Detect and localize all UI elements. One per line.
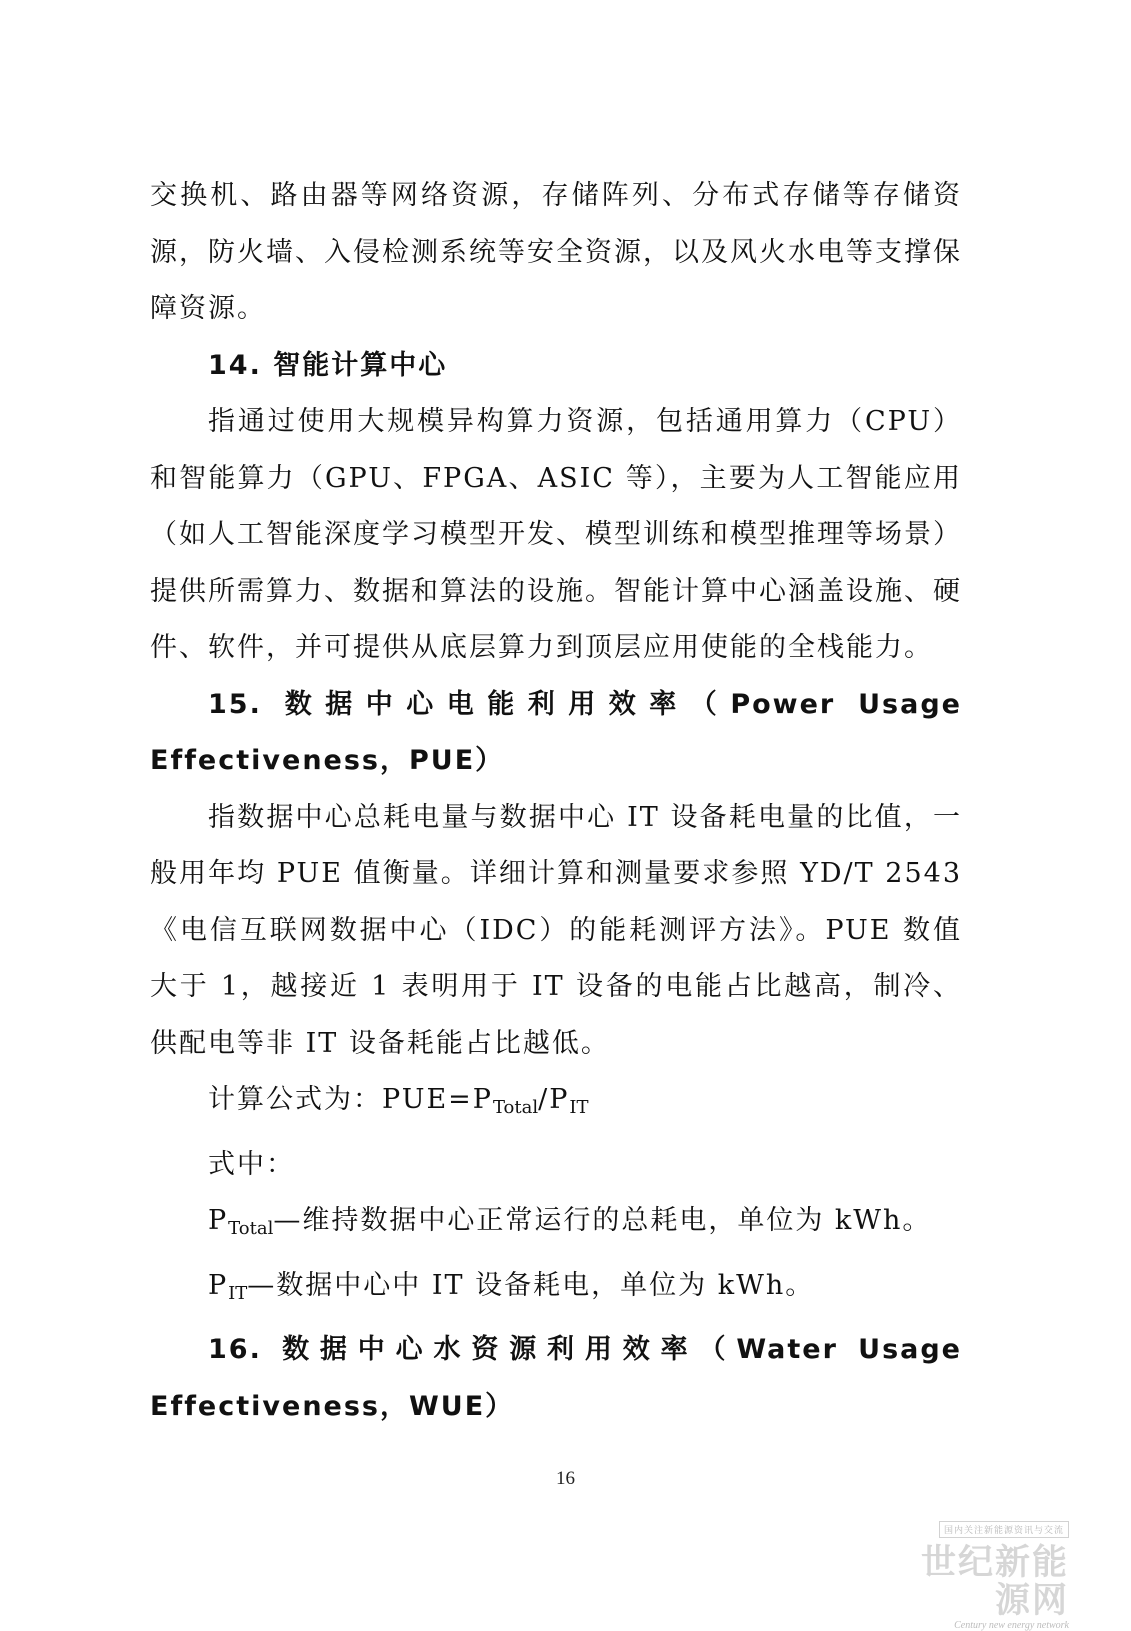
paragraph-14: 指通过使用大规模异构算力资源，包括通用算力（CPU）和智能算力（GPU、FPGA、ASIC 等），主要为人工智能应用（如人工智能深度学习模型开发、模型训练和模型推理等场景）提供所需算力、数据和算法的设施。智能计算中心涵盖设施、硬件、软件，并可提供从底层算力到顶层应用使能的全栈能力。 (150, 406, 962, 663)
page-content (150, 168, 962, 1435)
heading-16: 16. 数据中心水资源利用效率（Water Usage Effectiveness，WUE） (150, 1334, 962, 1422)
def-total-sub: Total (228, 1218, 274, 1239)
definition-total (150, 1193, 962, 1258)
where-label: 式中： (208, 1148, 295, 1180)
def-it-symbol: P (208, 1269, 229, 1301)
watermark-tagline: 国内关注新能源资讯与交流 (939, 1521, 1069, 1538)
watermark-subtitle: Century new energy network (954, 1620, 1069, 1631)
formula-mid: /P (538, 1084, 570, 1115)
def-total-symbol: P (208, 1205, 229, 1236)
formula-sub-total: Total (492, 1097, 539, 1118)
heading-15: 15. 数据中心电能利用效率（Power Usage Effectiveness，PUE） (150, 688, 962, 776)
formula-lead: 计算公式为：PUE=P (208, 1084, 493, 1115)
def-total-text: —维持数据中心正常运行的总耗电，单位为 kWh。 (273, 1205, 932, 1236)
paragraph-continued: 交换机、路由器等网络资源，存储阵列、分布式存储等存储资源，防火墙、入侵检测系统等安全资源，以及风火水电等支撑保障资源。 (150, 180, 962, 324)
heading-14: 14. 智能计算中心 (208, 349, 448, 381)
definition-it (150, 1258, 962, 1323)
paragraph-15: 指数据中心总耗电量与数据中心 IT 设备耗电量的比值，一般用年均 PUE 值衡量。详细计算和测量要求参照 YD/T 2543《电信互联网数据中心（IDC）的能耗测评方法》。PUE 数值大于 1，越接近 1 表明用于 IT 设备的电能占比越高，制冷、供配电等非 IT 设备耗能占比越低。 (150, 801, 962, 1059)
def-it-text: —数据中心中 IT 设备耗电，单位为 kWh。 (247, 1269, 815, 1301)
def-it-sub: IT (228, 1282, 248, 1304)
watermark-logo-text: 世纪新能源网 (920, 1542, 1069, 1621)
page-number: 16 (556, 1468, 575, 1489)
formula-sub-it: IT (569, 1097, 589, 1118)
watermark (904, 1518, 1069, 1631)
formula-line (150, 1072, 962, 1137)
